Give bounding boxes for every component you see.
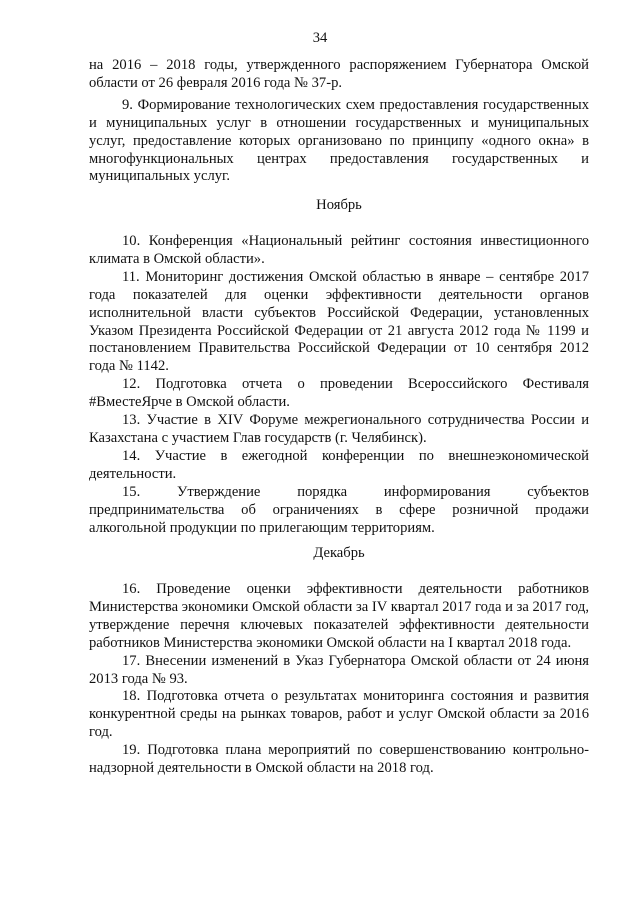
intro-section xyxy=(89,57,589,186)
list-item: 14. Участие в ежегодной конференции по внешнеэкономической деятельности. xyxy=(89,447,589,482)
list-item: 12. Подготовка отчета о проведении Всероссийского Фестиваля #ВместеЯрче в Омской области. xyxy=(89,376,589,411)
list-item: 15. Утверждение порядка информирования субъектов предпринимательства об ограничениях в сфере розничной продажи алкогольной продукции по прилегающим территориям. xyxy=(89,483,589,536)
list-item: 16. Проведение оценки эффективности деятельности работников Министерства экономики Омской области за IV квартал 2017 года и за 2017 год, утверждение перечня ключевых показателей эффективности деятельности работников Министерства экономики Омской области на I квартал 2018 года. xyxy=(89,581,589,651)
section-heading-november: Ноябрь xyxy=(316,197,362,213)
november-items xyxy=(89,233,589,537)
item-9-paragraph: 9. Формирование технологических схем предоставления государственных и муниципальных услуг в отношении государственных и муниципальных услуг, предоставление которых организовано по принципу «одного окна» в многофункциональных центрах предоставления государственных и муниципальных услуг. xyxy=(89,96,589,185)
list-item: 17. Внесении изменений в Указ Губернатора Омской области от 24 июня 2013 года № 93. xyxy=(89,652,589,687)
section-heading-december: Декабрь xyxy=(313,545,365,561)
list-item: 10. Конференция «Национальный рейтинг состояния инвестиционного климата в Омской области». xyxy=(89,233,589,267)
list-item: 19. Подготовка плана мероприятий по совершенствованию контрольно-надзорной деятельности в Омской области на 2018 год. xyxy=(89,742,589,777)
november-section xyxy=(89,197,589,215)
list-item: 18. Подготовка отчета о результатах мониторинга состояния и развития конкурентной среды на рынках товаров, работ и услуг Омской области за 2016 год. xyxy=(89,688,589,741)
december-items xyxy=(89,581,589,778)
page-number: 34 xyxy=(312,30,328,46)
list-item: 13. Участие в XIV Форуме межрегионального сотрудничества России и Казахстана с участием Глав государств (г. Челябинск). xyxy=(89,412,589,446)
list-item: 11. Мониторинг достижения Омской областью в январе – сентябре 2017 года показателей для оценки эффективности деятельности органов исполнительной власти субъектов Российской Федерации, установленных Указом Президента Российской Федерации от 21 августа 2012 года № 1199 и постановлением Правительства Российской Федерации от 10 сентября 2012 года № 1142. xyxy=(89,268,589,375)
december-section xyxy=(89,545,589,563)
continuation-paragraph: на 2016 – 2018 годы, утвержденного распоряжением Губернатора Омской области от 26 февраля 2016 года № 37-р. xyxy=(89,57,589,91)
